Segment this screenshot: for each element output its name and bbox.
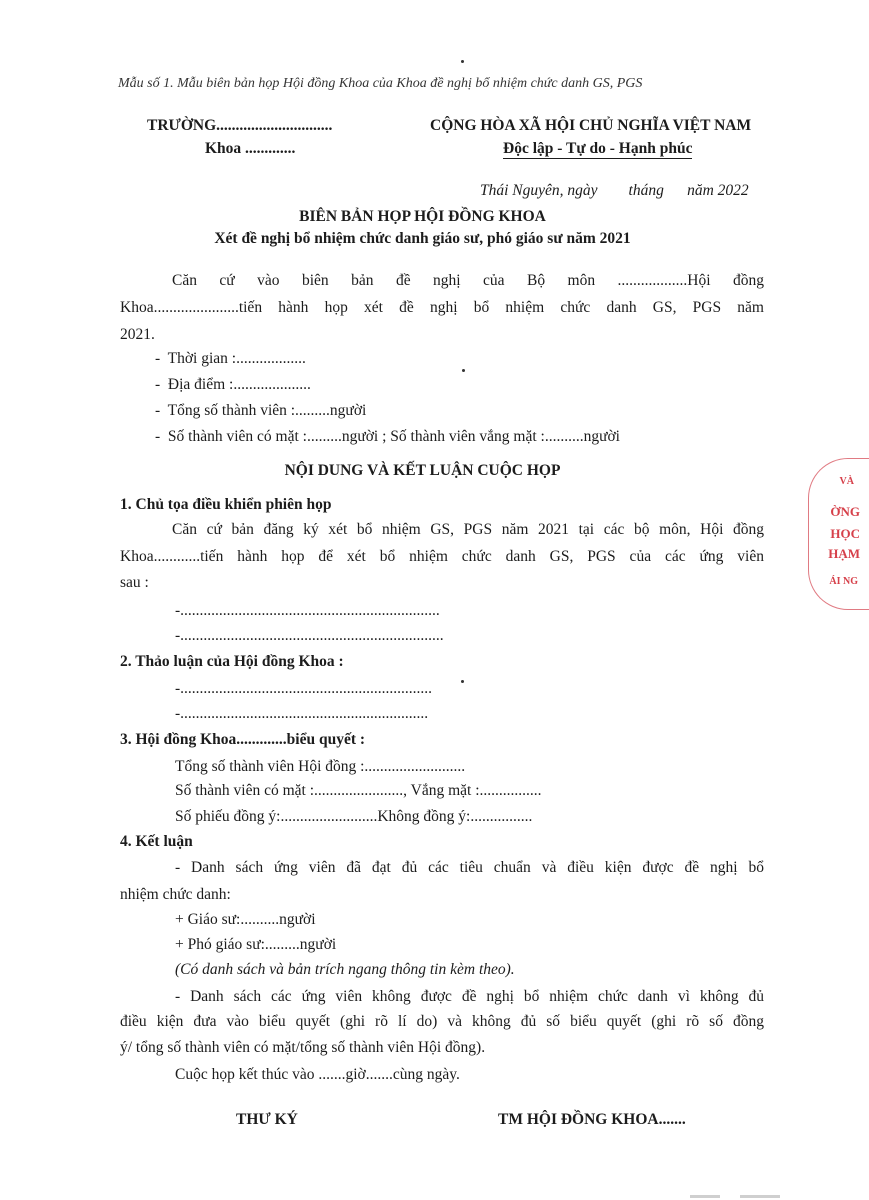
document-subtitle: Xét đề nghị bổ nhiệm chức danh giáo sư, phó giáo sư năm 2021	[214, 230, 631, 247]
intro-line-1: Căn cứ vào biên bản đề nghị của Bộ môn ..................Hội đồng	[172, 272, 764, 289]
place-date: Thái Nguyên, ngày tháng năm 2022	[480, 182, 749, 199]
meeting-time: - Thời gian :..................	[155, 350, 306, 367]
stamp-text-line: HẠM	[828, 546, 860, 561]
conclusion-p2-line-3: ý/ tổng số thành viên có mặt/tổng số thành viên Hội đồng).	[120, 1039, 486, 1056]
national-title: CỘNG HÒA XÃ HỘI CHỦ NGHĨA VIỆT NAM	[430, 117, 752, 134]
section3-heading: 3. Hội đồng Khoa.............biểu quyết :	[120, 731, 366, 748]
meeting-place: - Địa điểm :....................	[155, 376, 311, 393]
stamp-text-line: ỜNG	[830, 504, 860, 519]
intro-line-2: Khoa......................tiến hành họp xét đề nghị bổ nhiệm chức danh GS, PGS năm	[120, 299, 764, 316]
section1-line-2: Khoa............tiến hành họp để xét bổ nhiệm chức danh GS, PGS của các ứng viên	[120, 548, 764, 565]
stamp-text-line: ÁI NG	[829, 576, 858, 587]
faculty-line: Khoa .............	[205, 140, 296, 157]
assoc-professor-count: + Phó giáo sư:.........người	[175, 936, 337, 953]
council-attendance: Số thành viên có mặt :......................., Vắng mặt :................	[175, 782, 542, 799]
content-heading: NỘI DUNG VÀ KẾT LUẬN CUỘC HỌP	[284, 462, 561, 479]
conclusion-p1-line-2: nhiệm chức danh:	[120, 886, 231, 903]
discussion-blank-1: -.................................................................	[175, 680, 433, 697]
vote-result: Số phiếu đồng ý:.........................Không đồng ý:................	[175, 808, 533, 825]
document-title: BIÊN BẢN HỌP HỘI ĐỒNG KHOA	[299, 208, 546, 225]
section1-line-1: Căn cứ bản đăng ký xét bổ nhiệm GS, PGS năm 2021 tại các bộ môn, Hội đồng	[172, 521, 764, 538]
scan-speck	[461, 680, 464, 683]
conclusion-p1-line-1: - Danh sách ứng viên đã đạt đủ các tiêu chuẩn và điều kiện được đề nghị bổ	[175, 859, 764, 876]
scan-speck	[462, 369, 465, 372]
professor-count: + Giáo sư:..........người	[175, 911, 316, 928]
attachment-note: (Có danh sách và bản trích ngang thông tin kèm theo).	[175, 961, 515, 978]
conclusion-p2-line-2: điều kiện đưa vào biểu quyết (ghi rõ lí do) và không đủ số biểu quyết (ghi rõ số đồng	[120, 1013, 764, 1030]
section4-heading: 4. Kết luận	[120, 833, 193, 850]
school-line: TRƯỜNG..............................	[147, 117, 333, 134]
candidate-blank-2: -....................................................................	[175, 627, 444, 644]
council-total: Tổng số thành viên Hội đồng :..........................	[175, 758, 466, 775]
member-total: - Tổng số thành viên :.........người	[155, 402, 367, 419]
secretary-signature-label: THƯ KÝ	[236, 1111, 298, 1128]
discussion-blank-2: -................................................................	[175, 705, 429, 722]
section1-line-3: sau :	[120, 574, 149, 591]
member-attendance: - Số thành viên có mặt :.........người ; Số thành viên vắng mặt :..........người	[155, 428, 620, 445]
national-motto	[503, 140, 692, 158]
conclusion-p2-line-1: - Danh sách các ứng viên không được đề nghị bổ nhiệm chức danh vì không đủ	[175, 988, 764, 1005]
national-motto-text: Độc lập - Tự do - Hạnh phúc	[503, 140, 693, 157]
stamp-text-line: VÀ	[839, 476, 854, 487]
scan-speck	[461, 60, 464, 63]
section1-heading: 1. Chủ tọa điều khiển phiên họp	[120, 496, 332, 513]
scan-mark	[690, 1195, 720, 1198]
meeting-end: Cuộc họp kết thúc vào .......giờ.......cùng ngày.	[175, 1066, 460, 1083]
council-chair-signature-label: TM HỘI ĐỒNG KHOA.......	[498, 1111, 686, 1128]
section2-heading: 2. Thảo luận của Hội đồng Khoa :	[120, 653, 344, 670]
form-note: Mẫu số 1. Mẫu biên bản họp Hội đồng Khoa của Khoa đề nghị bổ nhiệm chức danh GS, PGS	[118, 76, 643, 91]
candidate-blank-1: -...................................................................	[175, 602, 440, 619]
stamp-text-line: HỌC	[830, 526, 860, 541]
intro-line-3: 2021.	[120, 326, 155, 343]
scan-mark	[740, 1195, 780, 1198]
red-stamp	[800, 458, 860, 608]
